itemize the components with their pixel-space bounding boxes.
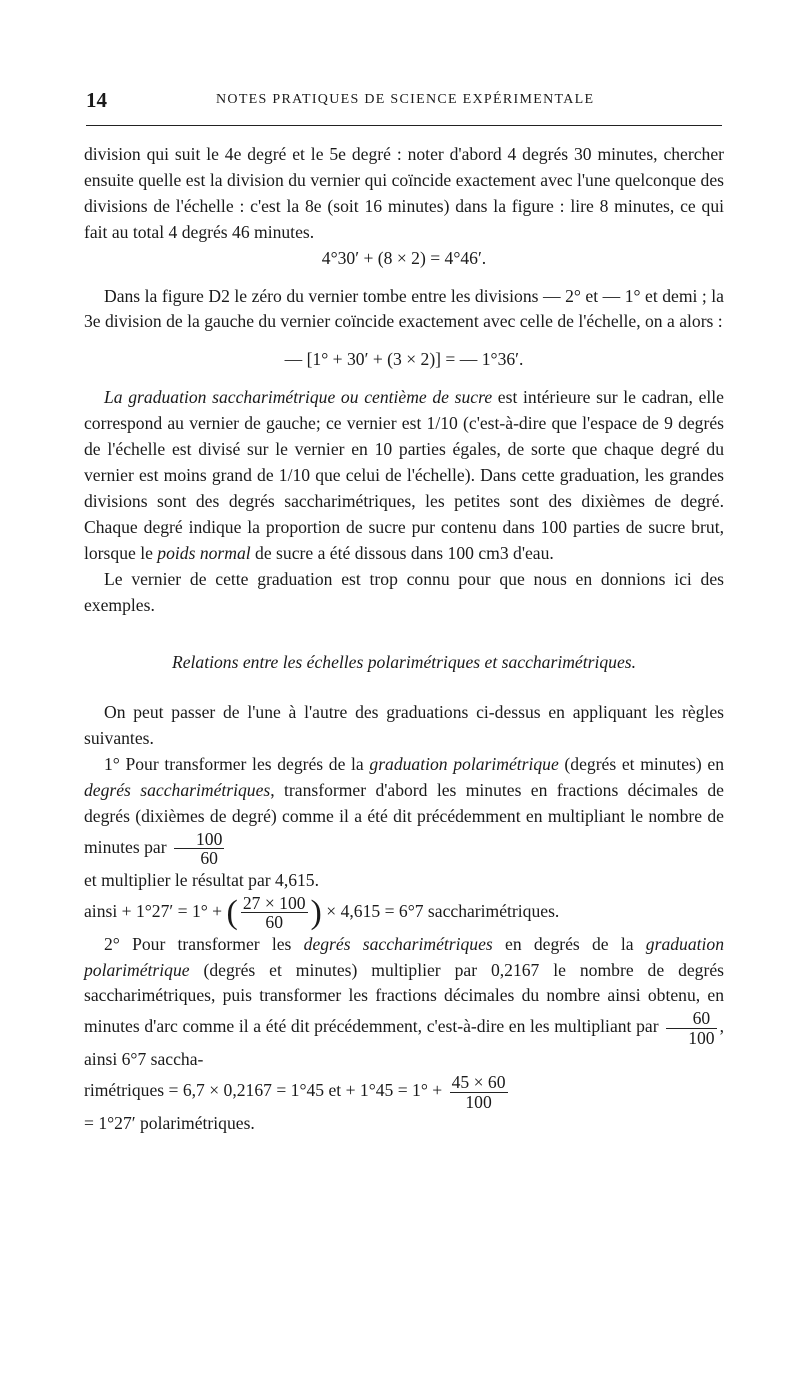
paragraph-1: division qui suit le 4e degré et le 5e degré : noter d'abord 4 degrés 30 minutes, chercher ensuite quelle est la division du vernier qui coïncide exactement avec l'une quelconque des divisions de l'échelle : c'est la 8e (soit 16 minutes) dans la figure : lire 8 minutes, ce qui fait au total 4 degrés 46 minutes. (84, 144, 724, 242)
paragraph-3 (84, 385, 724, 566)
paragraph-2: Dans la figure D2 le zéro du vernier tombe entre les divisions — 2° et — 1° et demi ; la 3e division de la gauche du vernier coïncide exactement avec celle de l'échelle, on a alors : (84, 285, 724, 332)
paragraph-6-text-c: , transformer d'abord les minutes en fractions décimales de degrés (dixièmes de degré) comme il a été dit précédemment en multipliant le nombre de minutes par (84, 780, 724, 857)
paragraph-6-continued: et multiplier le résultat par 4,615. (84, 869, 320, 890)
page-body (84, 142, 724, 1137)
paragraph-7 (84, 932, 724, 1074)
paragraph-3-text-b: de sucre a été dissous dans 100 cm3 d'eau. (250, 542, 554, 563)
paragraph-7-text-a: 2° Pour transformer les (104, 933, 304, 954)
paragraph-6 (84, 752, 724, 868)
paragraph-9: = 1°27′ polarimétriques. (84, 1113, 255, 1134)
formula-1: 4°30′ + (8 × 2) = 4°46′. (321, 247, 487, 268)
fraction-27x100-over-60: $\frac{27 \times 100}{60}$ (242, 892, 306, 933)
paragraph-7-italic-2: graduation polarimétrique (84, 933, 724, 980)
section-title: Relations entre les échelles polarimétriques et saccharimétriques. (171, 652, 637, 673)
fraction-45x60-over-100: $\frac{45 \times 60}{100}$ (451, 1072, 506, 1112)
paragraph-7-text-c: (degrés et minutes) multiplier par 0,2167 le nombre de degrés saccharimétriques, puis transformer les fractions décimales du nombre ainsi obtenu, en minutes d'arc comme il a été dit précédemment, c'est-à-dire en les multipliant par (84, 959, 724, 1037)
paragraph-7-text-d: , ainsi 6°7 saccha- (84, 1016, 724, 1070)
formula-3: ainsi + 1°27′ = 1° + ( $\frac{27 \times 100}{60}$ ) × 4,615 = 6°7 saccharimétriques. (84, 892, 560, 933)
running-title: NOTES PRATIQUES DE SCIENCE EXPÉRIMENTALE (216, 92, 595, 107)
paragraph-3-text-a: est intérieure sur le cadran, elle correspond au vernier de gauche; ce vernier est 1/10 (c'est-à-dire que l'espace de 9 degrés de l'échelle est divisé sur le vernier en 10 parties égales, de sorte que chaque degré du vernier est moins grand de 1/10 que celui de l'échelle). Dans cette graduation, les grandes divisions sont des degrés saccharimétriques, les petites sont des dixièmes de degré. Chaque degré indique la proportion de sucre pur contenu dans 100 parties de sucre brut, lorsque le (84, 387, 724, 563)
paragraph-5: On peut passer de l'une à l'autre des graduations ci-dessus en appliquant les règles suivantes. (84, 702, 724, 749)
paragraph-7-text-b: en degrés de la (492, 933, 646, 954)
paragraph-3-italic: La graduation saccharimétrique ou centième de sucre (104, 387, 493, 408)
paragraph-7-italic-1: degrés saccharimétriques (303, 933, 493, 954)
paragraph-6-text-a: 1° Pour transformer les degrés de la (104, 754, 370, 775)
formula-4: rimétriques = 6,7 × 0,2167 = 1°45 et + 1°45 = 1° + $\frac{45 \times 60}{100}$ (84, 1072, 506, 1112)
paragraph-6-italic-1: graduation polarimétrique (369, 754, 559, 775)
fraction-60-over-100: $\frac{60}{100}$ (666, 1009, 716, 1047)
paragraph-3-italic-2: poids normal (157, 542, 251, 563)
page-header (86, 88, 722, 114)
paragraph-6-text-b: (degrés et minutes) en (558, 754, 725, 775)
fraction-100-over-60: $\frac{100}{60}$ (174, 830, 224, 868)
paragraph-6-italic-2: degrés saccharimétriques (84, 780, 271, 801)
page-number: 14 (86, 88, 107, 112)
formula-2: — [1° + 30′ + (3 × 2)] = — 1°36′. (284, 349, 524, 370)
header-rule (86, 125, 722, 126)
paragraph-4: Le vernier de cette graduation est trop connu pour que nous en donnions ici des exemples. (84, 568, 724, 615)
